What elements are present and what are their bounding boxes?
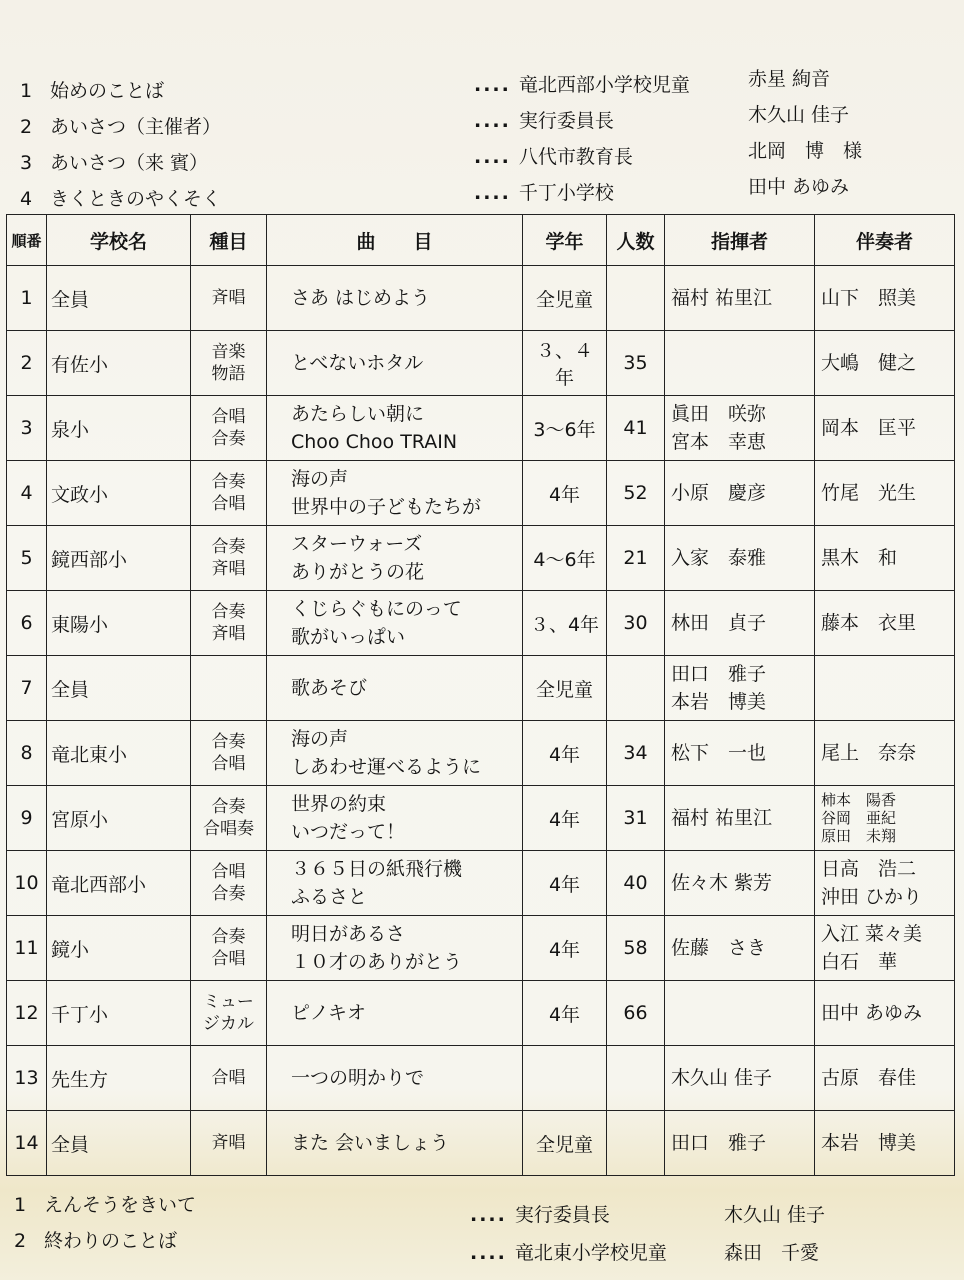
kind-cell-line: 斉唱 <box>211 1133 246 1153</box>
song-cell <box>267 331 523 396</box>
accompanist-cell <box>815 461 955 526</box>
kind-cell <box>191 526 267 591</box>
count-cell: 34 <box>607 721 665 786</box>
conductor-cell <box>665 786 815 851</box>
opening-role: .... 実行委員長 <box>474 110 614 132</box>
grade-cell: 4年 <box>523 461 607 526</box>
table-row <box>7 591 955 656</box>
kind-cell-line: 合唱 <box>211 862 246 882</box>
kind-cell-line: 合奏 <box>211 884 246 904</box>
table-row <box>7 266 955 331</box>
conductor-cell-line: 佐藤 さき <box>671 937 767 959</box>
accompanist-cell-line: 尾上 奈奈 <box>821 742 917 764</box>
kind-cell-line: 合唱 <box>211 949 246 969</box>
conductor-cell <box>665 851 815 916</box>
grade-cell: ３、4年 <box>523 591 607 656</box>
grade-cell: 4年 <box>523 981 607 1046</box>
closing-role: .... 竜北東小学校児童 <box>470 1242 667 1264</box>
count-cell <box>607 656 665 721</box>
opening-role: .... 竜北西部小学校児童 <box>474 74 690 96</box>
table-row <box>7 1046 955 1111</box>
kind-cell <box>191 1111 267 1176</box>
song-cell <box>267 786 523 851</box>
table-row <box>7 331 955 396</box>
header-grade: 学年 <box>523 215 607 266</box>
song-cell-line: ありがとうの花 <box>291 561 425 583</box>
kind-cell-line: 合奏 <box>211 732 246 752</box>
kind-cell-line: ミュー <box>203 992 254 1012</box>
header-kind: 種目 <box>191 215 267 266</box>
song-cell <box>267 656 523 721</box>
song-cell-line: ピノキオ <box>291 1002 367 1024</box>
accompanist-cell-line: 沖田 ひかり <box>821 886 923 908</box>
kind-cell-line: 合唱 <box>211 754 246 774</box>
table-row <box>7 461 955 526</box>
kind-cell-line: 合奏 <box>211 797 246 817</box>
conductor-cell <box>665 1111 815 1176</box>
school-cell: 鏡西部小 <box>47 526 191 591</box>
accompanist-cell-line: 黒木 和 <box>821 547 898 569</box>
kind-cell-line: 合唱奏 <box>203 819 254 839</box>
conductor-cell-line: 佐々木 紫芳 <box>671 872 773 894</box>
kind-cell-line: 斉唱 <box>211 288 246 308</box>
accompanist-cell <box>815 266 955 331</box>
conductor-cell-line: 小原 慶彦 <box>671 482 767 504</box>
song-cell <box>267 396 523 461</box>
kind-cell-line: 合唱 <box>211 407 246 427</box>
conductor-cell <box>665 461 815 526</box>
table-row <box>7 916 955 981</box>
kind-cell <box>191 981 267 1046</box>
song-cell-line: 海の声 <box>291 468 349 490</box>
count-cell: 21 <box>607 526 665 591</box>
conductor-cell-line: 眞田 咲弥 <box>671 403 767 425</box>
grade-cell: 4～6年 <box>523 526 607 591</box>
school-cell: 泉小 <box>47 396 191 461</box>
conductor-cell <box>665 396 815 461</box>
accompanist-cell-line: 田中 あゆみ <box>821 1002 923 1024</box>
kind-cell-line: 物語 <box>211 364 246 384</box>
school-cell: 全員 <box>47 1111 191 1176</box>
count-cell: 52 <box>607 461 665 526</box>
opening-role: .... 八代市教育長 <box>474 146 633 168</box>
conductor-cell <box>665 526 815 591</box>
conductor-cell-line: 宮本 幸恵 <box>671 431 767 453</box>
grade-cell: 4年 <box>523 916 607 981</box>
song-cell-line: 歌がいっぱい <box>291 626 406 648</box>
kind-cell-line: 斉唱 <box>211 624 246 644</box>
count-cell <box>607 266 665 331</box>
header-count: 人数 <box>607 215 665 266</box>
accompanist-cell <box>815 721 955 786</box>
header-school: 学校名 <box>47 215 191 266</box>
kind-cell-line: 合唱 <box>211 494 246 514</box>
conductor-cell-line: 入家 泰雅 <box>671 547 767 569</box>
table-row <box>7 1111 955 1176</box>
table-row <box>7 526 955 591</box>
song-cell-line: 一つの明かりで <box>291 1067 425 1089</box>
order-cell: 11 <box>7 916 47 981</box>
table-header-row <box>7 215 955 266</box>
order-cell: 14 <box>7 1111 47 1176</box>
count-cell: 31 <box>607 786 665 851</box>
opening-item: 1 始めのことば <box>20 80 165 102</box>
school-cell: 文政小 <box>47 461 191 526</box>
song-cell-line: また 会いましょう <box>291 1132 450 1154</box>
conductor-cell-line: 田口 雅子 <box>671 663 767 685</box>
accompanist-cell-line: 藤本 衣里 <box>821 612 917 634</box>
school-cell: 宮原小 <box>47 786 191 851</box>
closing-item: 2 終わりのことば <box>14 1230 178 1252</box>
accompanist-cell <box>815 526 955 591</box>
kind-cell <box>191 721 267 786</box>
accompanist-cell-line: 古原 春佳 <box>821 1067 917 1089</box>
accompanist-cell-line: 日高 浩二 <box>821 858 917 880</box>
order-cell: 7 <box>7 656 47 721</box>
kind-cell-line: 斉唱 <box>211 559 246 579</box>
conductor-cell <box>665 266 815 331</box>
grade-cell: 4年 <box>523 721 607 786</box>
header-order: 順番 <box>7 215 47 266</box>
conductor-cell-line: 福村 祐里江 <box>671 287 773 309</box>
conductor-cell <box>665 656 815 721</box>
kind-cell <box>191 266 267 331</box>
count-cell <box>607 1046 665 1111</box>
school-cell: 鏡小 <box>47 916 191 981</box>
song-cell <box>267 851 523 916</box>
school-cell: 有佐小 <box>47 331 191 396</box>
accompanist-cell-line: 本岩 博美 <box>821 1132 917 1154</box>
kind-cell-line: 合奏 <box>211 927 246 947</box>
song-cell-line: ふるさと <box>291 886 368 908</box>
kind-cell <box>191 331 267 396</box>
song-cell-line: 世界の約束 <box>291 793 387 815</box>
kind-cell-line: 音楽 <box>211 342 246 362</box>
kind-cell-line: ジカル <box>203 1014 254 1034</box>
opening-item: 3 あいさつ（来 賓） <box>20 152 209 174</box>
table-row <box>7 721 955 786</box>
conductor-cell-line: 本岩 博美 <box>671 691 767 713</box>
song-cell <box>267 266 523 331</box>
order-cell: 4 <box>7 461 47 526</box>
accompanist-cell-line: 白石 華 <box>821 951 898 973</box>
song-cell <box>267 916 523 981</box>
song-cell-line: さあ はじめよう <box>291 287 431 309</box>
order-cell: 12 <box>7 981 47 1046</box>
order-cell: 13 <box>7 1046 47 1111</box>
accompanist-cell <box>815 396 955 461</box>
kind-cell <box>191 461 267 526</box>
count-cell: 58 <box>607 916 665 981</box>
song-cell-line: スターウォーズ <box>291 533 423 555</box>
grade-cell: 全児童 <box>523 656 607 721</box>
song-cell-line: とべないホタル <box>291 352 424 374</box>
kind-cell <box>191 1046 267 1111</box>
song-cell-line: 世界中の子どもたちが <box>291 496 482 518</box>
order-cell: 1 <box>7 266 47 331</box>
conductor-cell-line: 松下 一也 <box>671 742 767 764</box>
count-cell: 35 <box>607 331 665 396</box>
song-cell-line: Choo Choo TRAIN <box>291 431 458 453</box>
song-cell <box>267 526 523 591</box>
school-cell: 竜北東小 <box>47 721 191 786</box>
grade-cell: ３、４年 <box>523 331 607 396</box>
table-row <box>7 396 955 461</box>
accompanist-cell <box>815 1111 955 1176</box>
song-cell-line: 海の声 <box>291 728 349 750</box>
accompanist-cell-line: 谷岡 亜紀 <box>821 809 897 827</box>
order-cell: 10 <box>7 851 47 916</box>
count-cell: 40 <box>607 851 665 916</box>
grade-cell: 全児童 <box>523 1111 607 1176</box>
grade-cell <box>523 1046 607 1111</box>
opening-person: 北岡 博 様 <box>748 140 863 162</box>
conductor-cell <box>665 1046 815 1111</box>
kind-cell <box>191 851 267 916</box>
count-cell <box>607 1111 665 1176</box>
accompanist-cell-line: 山下 照美 <box>821 287 917 309</box>
kind-cell-line: 合奏 <box>211 472 246 492</box>
conductor-cell <box>665 981 815 1046</box>
school-cell: 千丁小 <box>47 981 191 1046</box>
accompanist-cell <box>815 1046 955 1111</box>
accompanist-cell-line: 柿本 陽香 <box>821 791 897 809</box>
table-row <box>7 851 955 916</box>
closing-person: 森田 千愛 <box>724 1242 820 1264</box>
song-cell <box>267 1046 523 1111</box>
accompanist-cell <box>815 916 955 981</box>
song-cell-line: ３６５日の紙飛行機 <box>291 858 463 880</box>
opening-role: .... 千丁小学校 <box>474 182 614 204</box>
accompanist-cell-line: 岡本 匡平 <box>821 417 917 439</box>
kind-cell-line: 合奏 <box>211 602 246 622</box>
order-cell: 8 <box>7 721 47 786</box>
table-row <box>7 786 955 851</box>
accompanist-cell <box>815 656 955 721</box>
table-row <box>7 981 955 1046</box>
kind-cell <box>191 916 267 981</box>
song-cell <box>267 721 523 786</box>
order-cell: 6 <box>7 591 47 656</box>
accompanist-cell <box>815 981 955 1046</box>
kind-cell-line: 合奏 <box>211 429 246 449</box>
order-cell: 9 <box>7 786 47 851</box>
conductor-cell-line: 田口 雅子 <box>671 1132 767 1154</box>
opening-person: 木久山 佳子 <box>748 104 850 126</box>
song-cell-line: １０才のありがとう <box>291 951 463 973</box>
header-conductor: 指揮者 <box>665 215 815 266</box>
grade-cell: 4年 <box>523 786 607 851</box>
closing-person: 木久山 佳子 <box>724 1204 826 1226</box>
song-cell-line: いつだって！ <box>291 821 406 843</box>
opening-person: 赤星 絢音 <box>748 68 831 90</box>
song-cell-line: しあわせ運べるように <box>291 756 482 778</box>
school-cell: 全員 <box>47 266 191 331</box>
conductor-cell-line: 福村 祐里江 <box>671 807 773 829</box>
school-cell: 先生方 <box>47 1046 191 1111</box>
school-cell: 竜北西部小 <box>47 851 191 916</box>
accompanist-cell-line: 大嶋 健之 <box>821 352 917 374</box>
kind-cell <box>191 396 267 461</box>
opening-item: 4 きくときのやくそく <box>20 188 222 210</box>
song-cell <box>267 981 523 1046</box>
header-song: 曲 目 <box>267 215 523 266</box>
grade-cell: 4年 <box>523 851 607 916</box>
accompanist-cell <box>815 591 955 656</box>
song-cell <box>267 1111 523 1176</box>
kind-cell <box>191 786 267 851</box>
conductor-cell <box>665 331 815 396</box>
accompanist-cell-line: 原田 未翔 <box>821 827 897 845</box>
song-cell-line: くじらぐもにのって <box>291 598 462 620</box>
kind-cell <box>191 656 267 721</box>
grade-cell: 3～6年 <box>523 396 607 461</box>
count-cell: 30 <box>607 591 665 656</box>
order-cell: 2 <box>7 331 47 396</box>
accompanist-cell-line: 入江 菜々美 <box>821 923 923 945</box>
song-cell-line: あたらしい朝に <box>291 403 425 425</box>
order-cell: 3 <box>7 396 47 461</box>
accompanist-cell <box>815 851 955 916</box>
kind-cell-line: 合奏 <box>211 537 246 557</box>
count-cell: 41 <box>607 396 665 461</box>
conductor-cell <box>665 721 815 786</box>
accompanist-cell <box>815 786 955 851</box>
song-cell-line: 明日があるさ <box>291 923 406 945</box>
conductor-cell <box>665 591 815 656</box>
school-cell: 全員 <box>47 656 191 721</box>
kind-cell-line: 合唱 <box>211 1068 246 1088</box>
closing-item: 1 えんそうをきいて <box>14 1194 197 1216</box>
school-cell: 東陽小 <box>47 591 191 656</box>
kind-cell <box>191 591 267 656</box>
closing-role: .... 実行委員長 <box>470 1204 610 1226</box>
opening-person: 田中 あゆみ <box>748 176 850 198</box>
count-cell: 66 <box>607 981 665 1046</box>
song-cell <box>267 591 523 656</box>
conductor-cell <box>665 916 815 981</box>
song-cell <box>267 461 523 526</box>
conductor-cell-line: 木久山 佳子 <box>671 1067 773 1089</box>
conductor-cell-line: 林田 貞子 <box>671 612 767 634</box>
grade-cell: 全児童 <box>523 266 607 331</box>
song-cell-line: 歌あそび <box>291 677 368 699</box>
program-table <box>6 214 955 1176</box>
accompanist-cell-line: 竹尾 光生 <box>821 482 917 504</box>
header-accompanist: 伴奏者 <box>815 215 955 266</box>
accompanist-cell <box>815 331 955 396</box>
order-cell: 5 <box>7 526 47 591</box>
opening-item: 2 あいさつ（主催者） <box>20 116 222 138</box>
table-row <box>7 656 955 721</box>
